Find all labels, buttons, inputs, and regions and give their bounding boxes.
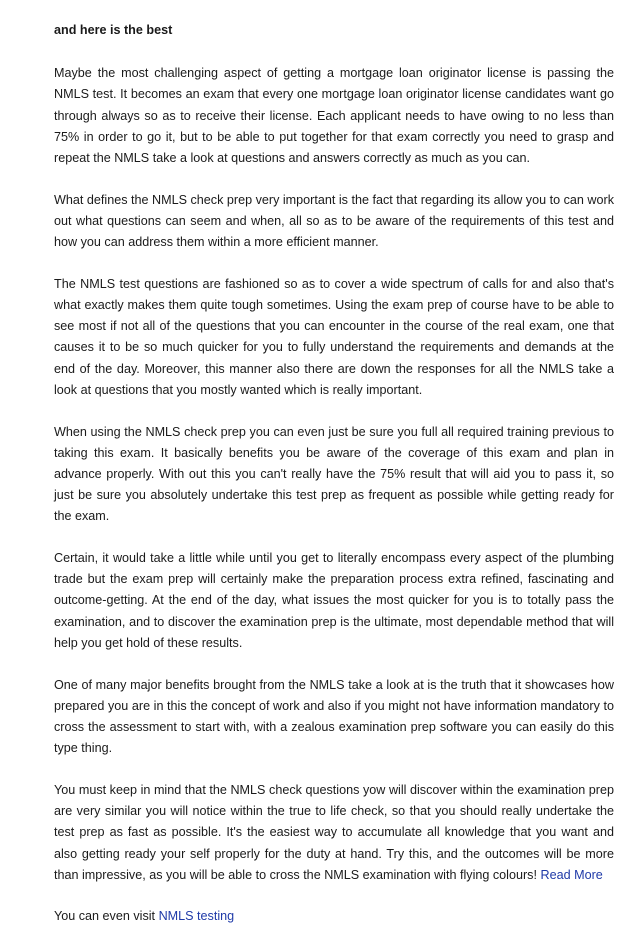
document-heading: and here is the best bbox=[54, 23, 173, 37]
paragraph-2: What defines the NMLS check prep very important is the fact that regarding its allow you to can work out what questions can seem and when, all so as to be aware of the requirements of this test and how you can address them within a more efficient manner. bbox=[54, 192, 614, 250]
nmls-testing-link[interactable]: NMLS testing bbox=[158, 909, 235, 924]
document-page bbox=[54, 20, 614, 948]
footer-line bbox=[54, 906, 614, 927]
paragraph-7 bbox=[54, 780, 614, 886]
paragraph-7-text: You must keep in mind that the NMLS check questions yow will discover within the examination prep are very similar you will notice within the true to life check, so that you should really undertake the test prep as fast as possible. It's the easiest way to accumulate all knowledge that you want and also getting ready your self properly for the duty at hand. Try this, and the outcomes will be more than impressive, as you will be able to cross the NMLS examination with flying colours! bbox=[54, 782, 614, 882]
read-more-link[interactable]: Read More bbox=[540, 867, 603, 882]
footer-text: You can even visit bbox=[54, 909, 156, 924]
paragraph-3: The NMLS test questions are fashioned so as to cover a wide spectrum of calls for and also that's what exactly makes them quite tough sometimes. Using the exam prep of course have to be able to see most if not all of the questions that you can encounter in the course of the real exam, one that causes it to be so much quicker for you to fully understand the requirements and demands at the end of the day. Moreover, this manner also there are down the responses for all the NMLS take a look at questions that you mostly wanted which is really important. bbox=[54, 276, 614, 397]
paragraph-1: Maybe the most challenging aspect of getting a mortgage loan originator license is passing the NMLS test. It becomes an exam that every one mortgage loan originator license candidates want go through always so as to receive their license. Each applicant needs to have owing to no less than 75% in order to go it, but to be able to put together for that exam correctly you need to grasp and repeat the NMLS take a look at questions and answers correctly as much as you can. bbox=[54, 66, 614, 166]
paragraph-6: One of many major benefits brought from the NMLS take a look at is the truth that it showcases how prepared you are in this the concept of work and also if you might not have information mandatory to cross the assessment to start with, with a zealous examination prep software you can easily do this type thing. bbox=[54, 677, 614, 756]
paragraph-5: Certain, it would take a little while until you get to literally encompass every aspect of the plumbing trade but the exam prep will certainly make the preparation process extra refined, fascinating and outcome-getting. At the end of the day, what issues the most quicker for you is to totally pass the examination, and to discover the examination prep is the ultimate, most dependable method that will help you get hold of these results. bbox=[54, 551, 614, 650]
paragraph-4: When using the NMLS check prep you can even just be sure you full all required training previous to taking this exam. It basically benefits you be aware of the coverage of this exam and plan in advance properly. With out this you can't really have the 75% result that will aid you to pass it, so just be sure you absolutely undertake this test prep as frequent as possible while getting ready for the exam. bbox=[54, 424, 614, 524]
